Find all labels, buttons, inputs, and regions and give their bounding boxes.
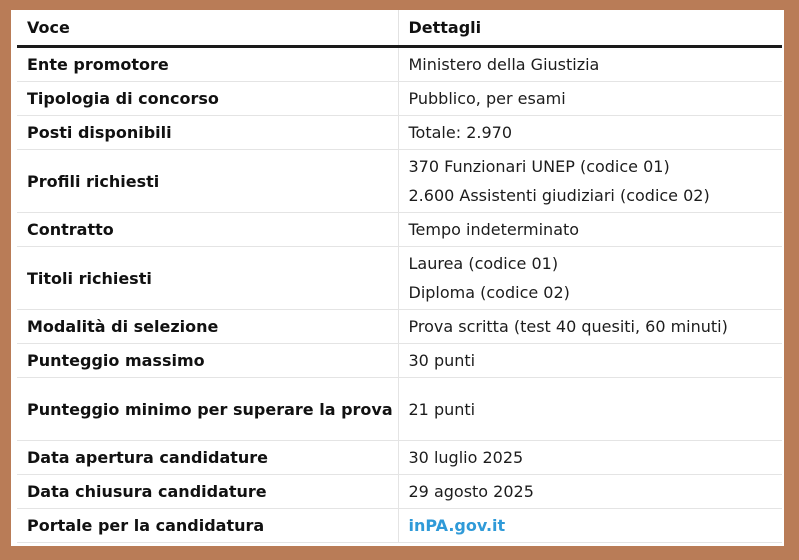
row-label: Modalità di selezione (17, 310, 398, 344)
info-panel (11, 10, 784, 546)
row-value (398, 47, 782, 82)
row-value (398, 378, 782, 441)
row-label: Data chiusura candidature (17, 475, 398, 509)
table-row (17, 247, 782, 310)
row-label: Profili richiesti (17, 150, 398, 213)
value-line: 370 Funzionari UNEP (codice 01) (408, 157, 670, 176)
value-text: 29 agosto 2025 (408, 482, 534, 501)
header-dettagli: Dettagli (398, 10, 782, 47)
row-value (398, 344, 782, 378)
table-row (17, 475, 782, 509)
value-text: Pubblico, per esami (408, 89, 566, 108)
row-value (398, 82, 782, 116)
value-text: Totale: 2.970 (408, 123, 512, 142)
row-value (398, 509, 782, 543)
row-value (398, 247, 782, 310)
details-table (17, 10, 782, 543)
table-row (17, 344, 782, 378)
row-value (398, 150, 782, 213)
row-label: Punteggio massimo (17, 344, 398, 378)
value-line: 2.600 Assistenti giudiziari (codice 02) (408, 186, 710, 205)
inpa-portal-link[interactable]: inPA.gov.it (408, 516, 506, 535)
row-value (398, 441, 782, 475)
row-label: Punteggio minimo per superare la prova (17, 378, 398, 441)
header-voce: Voce (17, 10, 398, 47)
row-value (398, 475, 782, 509)
table-row (17, 509, 782, 543)
value-text: Tempo indeterminato (408, 220, 580, 239)
row-value (398, 213, 782, 247)
value-text: 30 punti (408, 351, 476, 370)
value-text: 30 luglio 2025 (408, 448, 524, 467)
table-row (17, 82, 782, 116)
row-label: Contratto (17, 213, 398, 247)
table-row (17, 213, 782, 247)
table-row (17, 441, 782, 475)
table-row (17, 150, 782, 213)
table-row (17, 47, 782, 82)
value-text: 21 punti (408, 399, 476, 419)
row-value (398, 116, 782, 150)
row-label: Data apertura candidature (17, 441, 398, 475)
row-label: Tipologia di concorso (17, 82, 398, 116)
value-text: Ministero della Giustizia (408, 55, 600, 74)
table-row (17, 378, 782, 441)
value-line: Diploma (codice 02) (408, 283, 570, 302)
row-label: Posti disponibili (17, 116, 398, 150)
table-row (17, 310, 782, 344)
value-line: Laurea (codice 01) (408, 254, 559, 273)
row-label: Titoli richiesti (17, 247, 398, 310)
row-value (398, 310, 782, 344)
table-header-row (17, 10, 782, 47)
value-text: Prova scritta (test 40 quesiti, 60 minuti) (408, 317, 728, 336)
row-label: Ente promotore (17, 47, 398, 82)
row-label: Portale per la candidatura (17, 509, 398, 543)
table-row (17, 116, 782, 150)
